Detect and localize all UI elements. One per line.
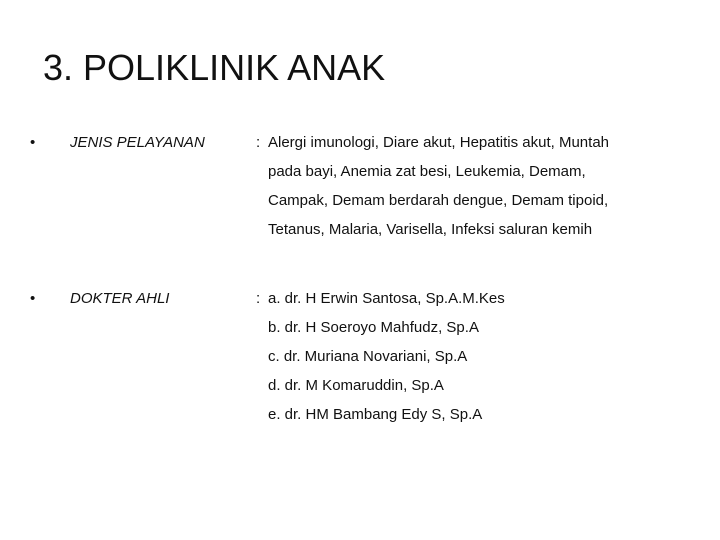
doctor-list-item: e. dr. HM Bambang Edy S, Sp.A <box>268 406 483 423</box>
bullet-icon: • <box>30 290 36 307</box>
specialist-doctors-list <box>268 284 708 429</box>
service-types-label: JENIS PELAYANAN <box>70 134 205 151</box>
bullet-icon: • <box>30 134 36 151</box>
doctor-list-item: c. dr. Muriana Novariani, Sp.A <box>268 348 468 365</box>
service-types-line: Campak, Demam berdarah dengue, Demam tipoid, <box>268 192 609 209</box>
service-types-list <box>268 128 708 244</box>
doctor-list-item: a. dr. H Erwin Santosa, Sp.A.M.Kes <box>268 290 505 307</box>
separator-colon: : <box>256 290 261 307</box>
page-title: 3. POLIKLINIK ANAK <box>43 47 386 88</box>
separator-colon: : <box>256 134 261 151</box>
service-types-line: Tetanus, Malaria, Varisella, Infeksi saluran kemih <box>268 221 593 238</box>
specialist-doctors-label: DOKTER AHLI <box>70 290 170 307</box>
service-types-line: Alergi imunologi, Diare akut, Hepatitis akut, Muntah <box>268 134 610 151</box>
doctor-list-item: d. dr. M Komaruddin, Sp.A <box>268 377 444 394</box>
service-types-line: pada bayi, Anemia zat besi, Leukemia, Demam, <box>268 163 586 180</box>
doctor-list-item: b. dr. H Soeroyo Mahfudz, Sp.A <box>268 319 479 336</box>
